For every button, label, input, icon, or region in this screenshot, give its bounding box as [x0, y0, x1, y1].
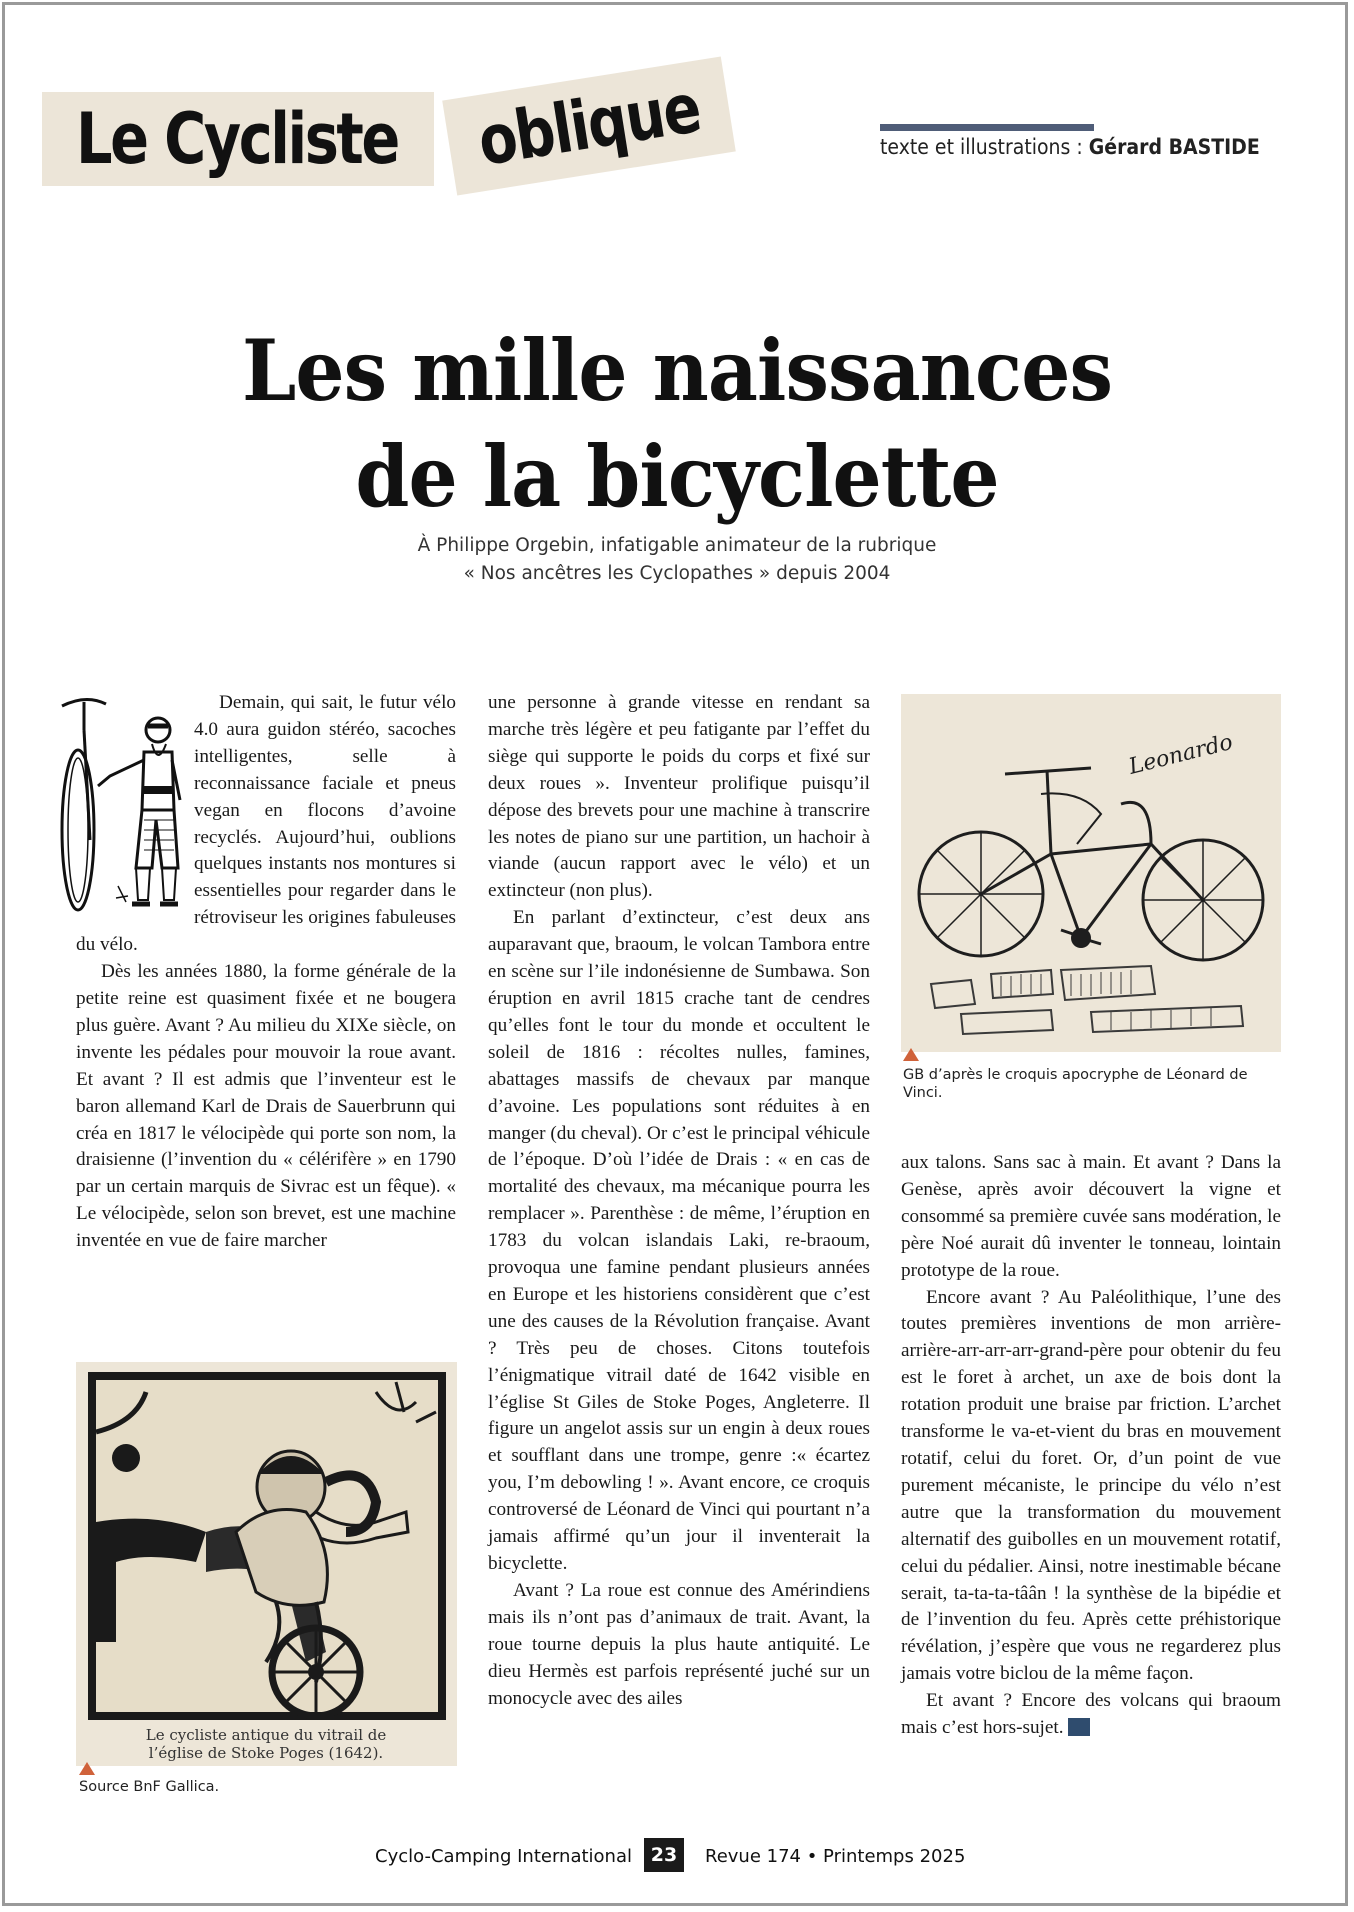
caption-marker-icon [79, 1762, 95, 1775]
vitrail-cyclist-image [76, 1362, 457, 1766]
col3-paragraph-1: aux talons. Sans sac à main. Et avant ? Dans la Genèse, après avoir découvert la vigne et consommé sa première cuvée sans modération, le père Noé aurait dû inventer le tonneau, lointain prototype de la roue. [901, 1152, 1281, 1281]
col2-paragraph-2: En parlant d’extincteur, c’est deux ans auparavant que, braoum, le volcan Tambora entre en scène sur l’ile indonésienne de Sumbawa. Son éruption en avril 1815 crache tant de cendres qu’elles font le tour du monde et occultent le soleil de 1816 : récoltes nulles, famines, abattages massifs de chevaux par manque d’avoine. Les populations sont réduites à en manger (du cheval). Or c’est le principal véhicule de l’époque. D’où l’idée de Drais : « en cas de mortalité des chevaux, ma mécanique pourra les remplacer ». Parenthèse : de même, l’éruption en 1783 du volcan islandais Laki, re-braoum, provoqua une famine pendant plusieurs années en Europe et les historiens considèrent que c’est une des causes de la Révolution française. Avant ? Très peu de choses. Citons toutefois l’énigmatique vitrail daté de 1642 visible en l’église St Giles de Stoke Poges, Angleterre. Il figure un angelot assis sur un engin à deux roues et soufflant dans une trompe, genre :« écartez you, I’m debowling ! ». Avant encore, ce croquis controversé de Léonard de Vinci qui pourtant n’a jamais affirmé qu’un jour il inventerait la bicyclette. [488, 907, 870, 1574]
footer-issue: Revue 174 • Printemps 2025 [705, 1846, 966, 1867]
leonardo-bicycle-sketch [901, 694, 1281, 1052]
vitrail-caption-line-1: Le cycliste antique du vitrail de [145, 1726, 387, 1744]
leonardo-sketch-illustration [901, 694, 1281, 1052]
col3-paragraph-3-text: Et avant ? Encore des volcans qui braoum mais c’est hors-sujet. [901, 1690, 1281, 1739]
rubric-tag-cycliste [42, 92, 434, 186]
article-title [0, 318, 1354, 530]
vitrail-caption-line-2: l’église de Stoke Poges (1642). [148, 1744, 384, 1762]
vitrail-credit: Source BnF Gallica. [79, 1779, 220, 1795]
byline-bar [880, 124, 1094, 131]
footer-page-number: 23 [644, 1838, 684, 1872]
dedication-line-1: À Philippe Orgebin, infatigable animateur de la rubrique [417, 535, 937, 556]
byline-prefix: texte et illustrations : [880, 135, 1089, 159]
vitrail-illustration [76, 1362, 457, 1766]
caption-marker-icon [903, 1048, 919, 1061]
end-of-article-bike-icon [1068, 1718, 1090, 1736]
title-line-2: de la bicyclette [355, 427, 999, 526]
col1-paragraph-1: Demain, qui sait, le futur vélo 4.0 aura guidon stéréo, sacoches intelligentes, selle à reconnaissance faciale et pneus vegan en flocons d’avoine recyclés. Aujourd’hui, oublions quelques instants nos montures si essentielles pour regarder dans le rétroviseur les origines fabuleuses du vélo. [76, 692, 456, 956]
byline [880, 135, 1260, 159]
col3-paragraph-3 [901, 1688, 1281, 1742]
col1-paragraph-2: Dès les années 1880, la forme générale de la petite reine est quasiment fixée et ne bougera plus guère. Avant ? Au milieu du XIXe siècle, on invente les pédales pour mouvoir la roue avant. Et avant ? Il est admis que l’inventeur est le baron allemand Karl de Drais de Sauerbrunn qui créa en 1817 le vélocipède qui porte son nom, la draisienne (l’invention du « célérifère » en 1790 par un certain marquis de Sivrac est un fêque). « Le vélocipède, selon son brevet, est une machine inventée en vue de faire marcher [76, 961, 456, 1252]
col3-paragraph-2: Encore avant ? Au Paléolithique, l’une des toutes premières inventions de mon arrière-arrière-arr-arr-arr-grand-père pour obtenir du feu est le foret à archet, un axe de bois dont la rotation produit une braise par friction. L’archet transforme le va-et-vient du bras en mouvement rotatif, celui du foret. Or, d’un point de vue purement mécaniste, le principe du vélo n’est autre que la transformation du mouvement alternatif des guibolles en un mouvement rotatif, celui du pédalier. Ainsi, notre inestimable bécane serait, ta-ta-ta-tâân ! la synthèse de la bipédie et de l’invention du feu. Après cette préhistorique révélation, j’espère que vous ne regarderez plus jamais votre biclou de la même façon. [901, 1286, 1281, 1685]
col2-paragraph-1: une personne à grande vitesse en rendant sa marche très légère et peu fatigante par l’effet du siège qui supporte le poids du corps et fixé sur deux roues ». Inventeur prolifique puisqu’il dépose des brevets pour une machine à transcrire les notes de piano sur une partition, un hachoir à viande (aucun rapport avec le vélo) et un extincteur (non plus). [488, 692, 870, 902]
leonardo-signature: Leonardo [1126, 729, 1236, 780]
page-footer [0, 1838, 1354, 1872]
column-1 [76, 690, 456, 1255]
penny-farthing-cyclist-illustration [48, 690, 188, 918]
byline-author: Gérard BASTIDE [1088, 135, 1260, 159]
title-line-1: Les mille naissances [241, 321, 1113, 420]
column-2 [488, 690, 870, 1712]
footer-magazine: Cyclo-Camping International [375, 1846, 632, 1867]
rubric-label-1: Le Cycliste [76, 98, 398, 180]
rubric-label-2: oblique [473, 69, 706, 182]
leonardo-credit: GB d’après le croquis apocryphe de Léonard de Vinci. [903, 1067, 1248, 1101]
dedication [0, 532, 1354, 588]
dedication-line-2: « Nos ancêtres les Cyclopathes » depuis 2004 [463, 563, 891, 584]
column-3 [901, 1150, 1281, 1742]
col2-paragraph-3: Avant ? La roue est connue des Amérindiens mais ils n’ont pas d’animaux de trait. Avant, la roue tourne depuis la plus haute antiquité. Le dieu Hermès est parfois représenté juché sur un monocycle avec des ailes [488, 1579, 870, 1709]
